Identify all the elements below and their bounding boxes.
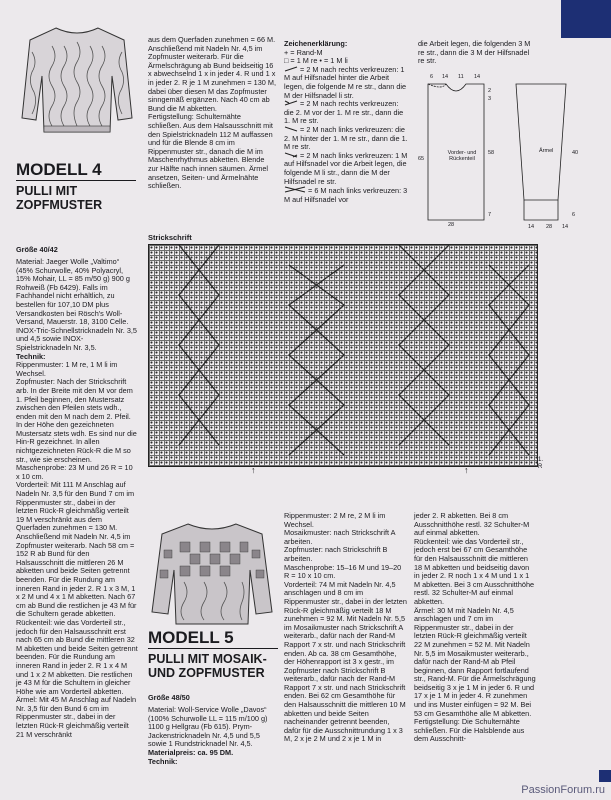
corner-stripe [561, 0, 611, 38]
model5-vorderteil: Vorderteil: 74 M mit Nadeln Nr. 4,5 anschlagen und 8 cm im Rippenmuster str., dabei in der letzten Rück-R gleichmäßig verteilt 18 M zunehmen = 92 M. Mit Nadeln Nr. 5,5 im Mosaikmuster nach Strickschrift A weiterarb., dafür nach der Rand-M Rapport 7 x str. und nach Strickschrift enden. Ab ca. 38 cm Gesamthöhe, der Höhenrapport ist 3 x gestr., im Zopfmuster nach Strickschrift B weiterarb., dafür nach der Rand-M Rapport 7 x str. und nach Strickschrift enden. Bei 62 cm Gesamthöhe für den Halsausschnitt die mittleren 10 M abketten und beide Seiten nacheinander getrennt beenden, dafür für die Ausschnittrundung 1 x 3 M, 2 x je 2 M und 2 x je 1 M in [284, 579, 407, 744]
measure-label: 14 [562, 224, 569, 230]
model5-title: MODELL 5 [148, 628, 234, 647]
watermark: PassionForum.ru [521, 784, 605, 796]
model5-technik: Technik: [148, 756, 178, 766]
cross-left-icon [284, 126, 298, 132]
model4-material: Material: Jaeger Wolle „Valtimo“ (45% Schurwolle, 40% Polyacryl, 15% Mohair, LL = 85 m/50 g) 900 g Rohweiß (Fb 6429). Falls im Fachhandel nicht erhältlich, zu bestellen für 107,10 DM plus Versandkosten bei Rösch's Woll-Versand, Mauerstr. 18, 3100 Celle. INOX-Tric-Schnellstricknadeln Nr. 3,5 und 4,5 sowie INOX-Spielstricknadeln Nr. 3,5. [16, 257, 137, 352]
legend-cable-6: = 6 M nach links verkreuzen: 3 M auf Hilfsnadel vor [284, 186, 408, 204]
model5-sweater-illustration [148, 520, 276, 630]
legend-cross-left-1: = 2 M nach links verkreuzen: die 2. M hinter der 1. M re str., dann die 1. M re str. [284, 124, 408, 152]
page-turn-icon [599, 770, 611, 782]
sleeve-label: Ärmel [539, 148, 554, 154]
model5-materialpreis: Materialpreis: ca. 95 DM. [148, 747, 234, 757]
measure-label: 28 [546, 224, 553, 230]
model4-column-4: die Arbeit legen, die folgenden 3 M re str., dann die 3 M der Hilfsnadel re str. [418, 39, 531, 66]
model4-title: MODELL 4 [16, 160, 102, 179]
model5-mosaikmuster: Mosaikmuster: nach Strickschrift A arbeiten. [284, 528, 396, 546]
measure-label: 7 [488, 212, 492, 218]
legend [284, 40, 408, 204]
model4-column-2 [148, 36, 276, 191]
chart-cable-lines [149, 245, 537, 466]
cross-left-icon [284, 152, 298, 158]
cross-right-icon [284, 66, 298, 72]
measure-label: 58 [488, 150, 495, 156]
cable-six-icon [284, 186, 306, 193]
model4-sweater-illustration [18, 22, 136, 140]
measure-label: 3 [488, 96, 492, 102]
model5-subtitle: PULLI MIT MOSAIK- UND ZOPFMUSTER [148, 652, 267, 680]
legend-knit-purl: □ = 1 M re • = 1 M li [284, 56, 348, 66]
measure-label: 40 [572, 150, 579, 156]
model5-aermel: Ärmel: 30 M mit Nadeln Nr. 4,5 anschlagen und 7 cm im Rippenmuster str., dabei in der letzten Rück-R gleichmäßig verteilt 22 M zunehmen = 52 M. Mit Nadeln Nr. 5,5 im Mosaikmuster weiterarb., dafür nach der Rand-M ab Pfeil beginnen, dann Rapport fortlaufend str., Rand-M. Für die Ärmelschrägung beidseitig 3 x je 1 M in jeder 6. R und 17 x je 1 M in jeder 4. R zunehmen und ins Muster einfügen = 92 M. Bei 53 cm Gesamthöhe alle M abketten. [414, 605, 536, 718]
model4-technik: Technik: [16, 351, 46, 361]
measure-label: 11 [458, 74, 464, 80]
cross-right-icon [284, 100, 298, 106]
model4-aermel: Ärmel: Mit 45 M Anschlag auf Nadeln Nr. 3,5 für den Bund 6 cm im Rippenmuster str., dabei in der letzten Rück-R gleichmäßig verteilt 21 M verschränkt [16, 695, 137, 739]
model5-column-2 [284, 512, 408, 744]
measure-label: 6 [430, 74, 434, 80]
model5-title-rule [148, 648, 278, 649]
model5-rippenmuster: Rippenmuster: 2 M re, 2 M li im Wechsel. [284, 511, 386, 529]
model4-rippenmuster: Rippenmuster: 1 M re, 1 M li im Wechsel. [16, 360, 118, 378]
legend-cross-right-2: = 2 M nach rechts verkreuzen: die 2. M vor der 1. M re str., dann die 1. M re str. [284, 99, 404, 126]
measure-label: 14 [442, 74, 449, 80]
legend-title: Zeichenerklärung: [284, 39, 348, 48]
model4-subtitle: PULLI MIT ZOPFMUSTER [16, 184, 103, 212]
legend-cross-left-2: = 2 M nach links verkreuzen: 1 M auf Hilfsnadel vor die Arbeit legen, die folgende M li str., dann die M der Hilfsnadel re str. [284, 150, 408, 186]
schematic-diagram [412, 70, 582, 230]
model5-maschenprobe: Maschenprobe: 15–16 M und 19–20 R = 10 x 10 cm. [284, 562, 402, 581]
measure-label: 6 [572, 212, 576, 218]
chart-arrow-start: ↑ [251, 465, 256, 475]
model4-column-1 [16, 258, 138, 739]
model5-fertigstellung: Fertigstellung: Die Schulternähte schließen. Für die Halsblende aus dem Ausschnitt- [414, 717, 525, 744]
chart-arrow-end: ↑ [464, 465, 469, 475]
measure-label: 14 [528, 224, 535, 230]
measure-label: 65 [418, 156, 425, 162]
model5-material: Material: Woll-Service Wolle „Davos“ (100% Schurwolle LL = 115 m/100 g) 1100 g Hellgrau (Fb 615). Prym-Jackenstricknadeln Nr. 4,5 und 5,5 sowie 1 Rundstricknadel Nr. 4,5. [148, 705, 268, 749]
knitting-chart [148, 244, 538, 467]
model5-neck-cont: jeder 2. R abketten. Bei 8 cm Ausschnitthöhe restl. 32 Schulter-M auf einmal abketten. [414, 511, 530, 538]
legend-rand: + = Rand-M [284, 47, 323, 57]
chart-title: Strickschrift [148, 233, 192, 242]
measure-label: 14 [474, 74, 481, 80]
model4-fertigstellung: Fertigstellung: Schulternähte schließen. Aus dem Halsausschnitt mit den Spielstricknadeln 112 M auffassen und für die Blende 8 cm im Rippenmuster str., danach die M im Maschenrhythmus abketten. Blende zur Hälfte nach innen säumen. Ärmel ansetzen, Seiten- und Ärmelnähte schließen. [148, 112, 273, 191]
model4-zopfmuster: Zopfmuster: Nach der Strickschrift arb. In der Breite mit den M vor dem 1. Pfeil beginnen, den Mustersatz zwischen den Pfeilen stets wdh., enden mit den M nach dem 2. Pfeil. In der Höhe den gezeichneten Mustersatz stets wdh. Es sind nur die Hin-R gezeichnet. In allen nichtgezeichneten Rück-R die M so str., wie sie erscheinen. [16, 377, 137, 464]
model4-aermel-cont: aus dem Querfaden zunehmen = 66 M. Anschließend mit Nadeln Nr. 4,5 im Zopfmuster weiterarb. Für die Ärmelschrägung ab Bund beidseitig 16 x abwechselnd 1 x in jeder 4. R und 1 x in jeder 2. R je 1 M zunehmen = 130 M, dabei über diesen M das Zopfmuster sinngemäß ergänzen. Nach 40 cm ab Bund die M abketten. [148, 35, 276, 113]
measure-label: 2 [488, 88, 492, 94]
chart-row-label-1: 1. [538, 457, 544, 463]
model5-zopfmuster: Zopfmuster: nach Strickschrift B arbeiten. [284, 545, 388, 563]
model4-size: Größe 40/42 [16, 245, 58, 254]
model5-column-1 [148, 706, 278, 766]
model4-vorderteil: Vorderteil: Mit 111 M Anschlag auf Nadeln Nr. 3,5 für den Bund 7 cm im Rippenmuster str., dabei in der letzten Rück-R gleichmäßig verteilt 19 M verschränkt aus dem Querfaden zunehmen = 130 M. Anschließend mit Nadeln Nr. 4,5 im Zopfmuster weiterarb. Nach 58 cm = 152 R ab Bund für den Halsausschnitt die mittleren 26 M abketten und beide Seiten getrennt beenden. Für die Rundung am inneren Rand in jeder 2. R 1 x 3 M, 1 x 2 M und 4 x 1 M abketten. Nach 67 cm ab Bund die restlichen je 43 M für die Schultern gerade abketten. [16, 480, 137, 619]
front-back-label: Vorder- und Rückenteil [447, 150, 477, 162]
model4-maschenprobe: Maschenprobe: 23 M und 26 R = 10 x 10 cm. [16, 463, 133, 481]
legend-cross-right-1: = 2 M nach rechts verkreuzen: 1 M auf Hilfsnadel hinter die Arbeit legen, die folgende M re str., dann die M der Hilfsnadel li str. [284, 64, 407, 100]
model4-rueckenteil: Rückenteil: wie das Vorderteil str., jedoch für den Halsausschnitt erst nach 65 cm ab Bund die mittleren 32 M abketten und beide Seiten getrennt beenden. Für die Rundung am inneren Rand in jeder 2. R 1 x 4 M und 1 x 2 M abketten. Die restlichen je 43 M für die Schultern in gleicher Höhe wie am Vorderteil abketten. [16, 617, 138, 696]
model5-rueckenteil: Rückenteil: wie das Vorderteil str., jedoch erst bei 67 cm Gesamthöhe für den Halsausschnitt die mittleren 18 M abketten und beidseitig davon in jeder 2. R noch 1 x 4 M und 1 x 1 M abketten. Bei 3 cm Ausschnitthöhe restl. 32 Schulter-M auf einmal abketten. [414, 536, 535, 606]
chart-row-label-2: R [538, 464, 543, 470]
model5-size: Größe 48/50 [148, 693, 190, 702]
model4-title-rule [16, 180, 136, 181]
measure-label: 28 [448, 222, 455, 228]
model5-column-3 [414, 512, 536, 744]
